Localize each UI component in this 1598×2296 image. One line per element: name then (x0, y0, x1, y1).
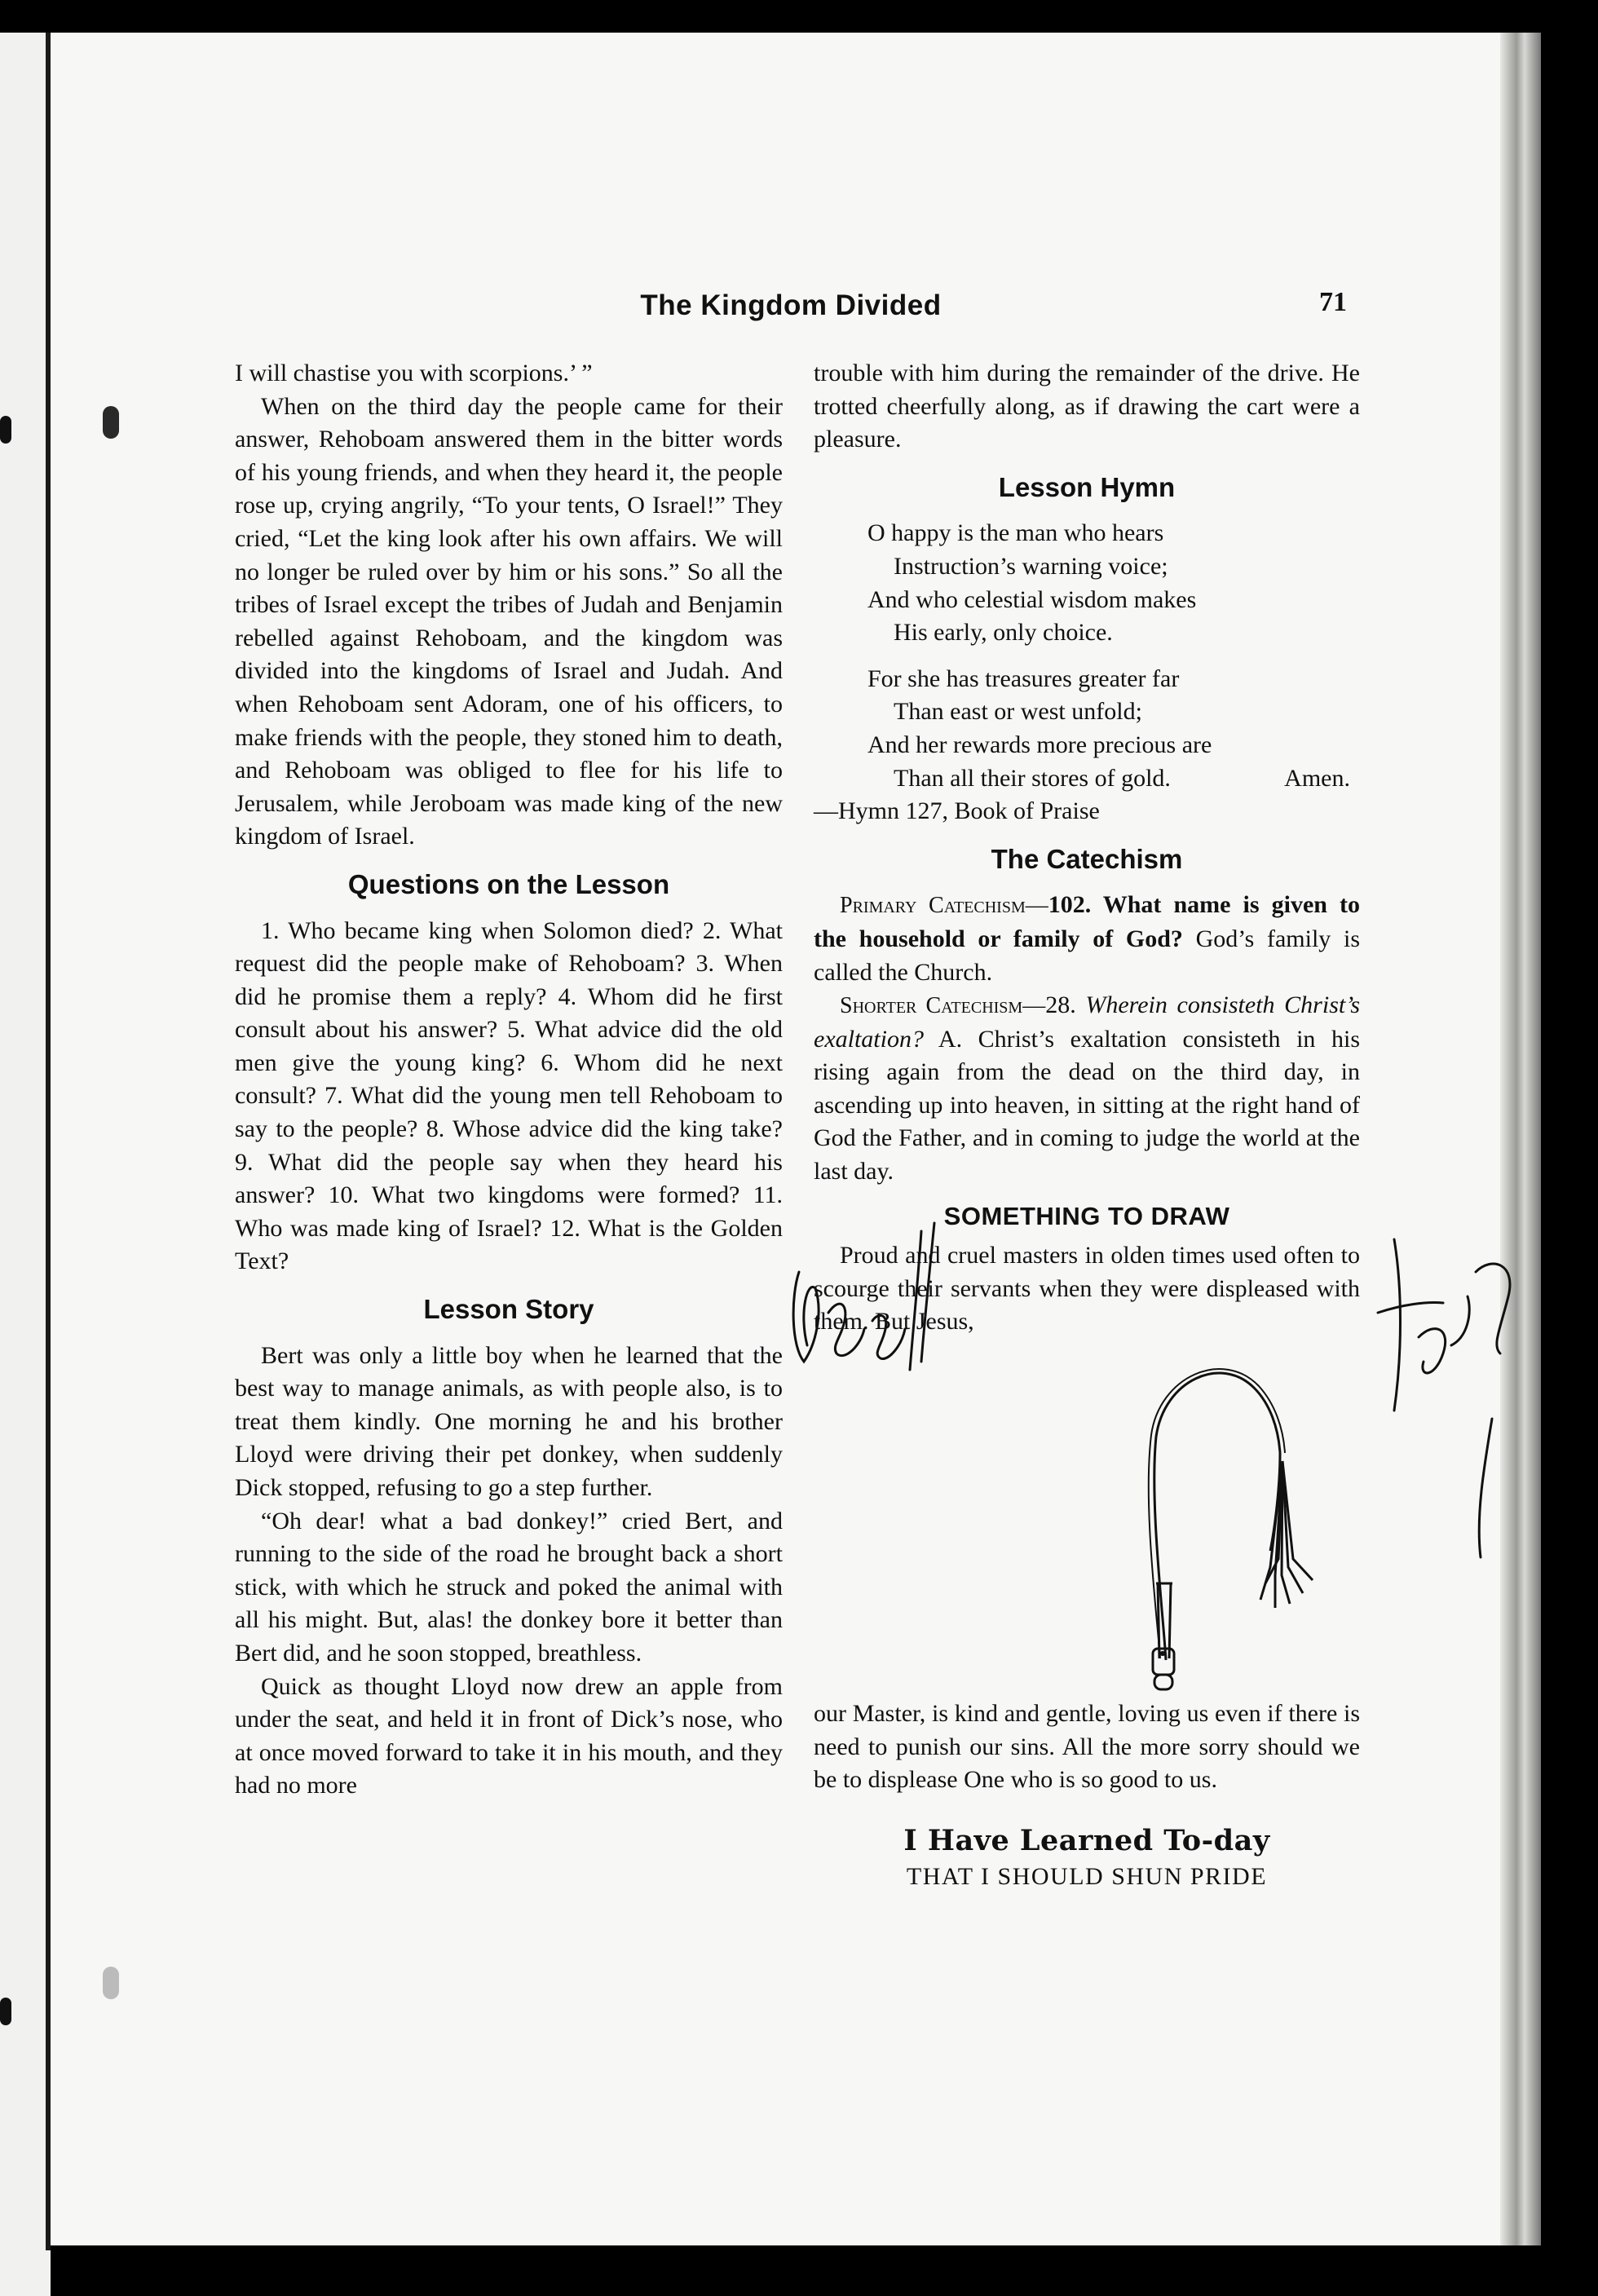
whip-illustration (814, 1339, 1360, 1698)
handwritten-mark-right (1370, 1223, 1533, 1565)
something-to-draw-heading: SOMETHING TO DRAW (943, 1201, 1230, 1230)
hymn-line: And who celestial wisdom makes (867, 585, 1197, 613)
right-column (814, 357, 1360, 1894)
page-title: The Kingdom Divided (640, 289, 942, 321)
draw-text: our Master, is kind and gentle, loving us even if there is need to punish our sins. All the more sorry should we be to displease One who is so good to us. (814, 1700, 1360, 1794)
hymn-line: Instruction’s warning voice; (894, 552, 1168, 580)
questions-heading: Questions on the Lesson (347, 868, 670, 899)
lesson-story-heading: Lesson Story (423, 1294, 594, 1325)
handwritten-mark-left (783, 1215, 978, 1386)
shorter-catechism-label: Shorter Catechism— (840, 993, 1046, 1019)
punch-hole-mark (103, 406, 119, 439)
story-continuation: trouble with him during the remainder of the drive. He trotted cheerfully along, as if drawing the cart were a pleasure. (814, 360, 1360, 453)
page-number: 71 (1319, 287, 1347, 317)
binding-hole (0, 416, 11, 444)
hymn-source: —Hymn 127, Book of Praise (814, 797, 1100, 825)
story-paragraph: When on the third day the people came for their answer, Rehoboam answered them in the bitter words of his young friends, and when they heard it, the people rose up, crying angrily, “To your tents, O Israel!” They cried, “Let the king look after his own affairs. We will no longer be ruled over by him or his sons.” So all the tribes of Israel except the tribes of Judah and Benjamin rebelled against Rehoboam, and the kingdom was divided into the kingdoms of Israel and Judah. And when Rehoboam sent Adoram, one of his officers, to make friends with the people, they stoned him to death, and Rehoboam was obliged to flee for his life to Jerusalem, while Jeroboam was made king of the new kingdom of Israel. (235, 392, 783, 850)
primary-catechism-question: 102. What name is given to the household or family of God? (814, 891, 1360, 952)
left-column (235, 357, 783, 1803)
lesson-story-paragraph: Quick as thought Lloyd now drew an apple from under the seat, and held it in front of Dick’s nose, who at once moved forward to take it in his mouth, and they had no more (235, 1672, 783, 1799)
hymn-amen: Amen. (1284, 764, 1350, 792)
primary-catechism-label: Primary Catechism— (840, 893, 1048, 919)
learned-text: THAT I SHOULD SHUN PRIDE (906, 1863, 1268, 1891)
shorter-catechism (814, 989, 1360, 1189)
hymn-line: For she has treasures greater far (867, 665, 1180, 692)
catechism-heading: The Catechism (991, 843, 1183, 874)
draw-text: Proud and cruel masters in olden times used often to scourge their servants when they were displeased with them. But Jesus, (814, 1242, 1360, 1336)
facing-page-edge (0, 33, 51, 2296)
hymn-line: O happy is the man who hears (867, 519, 1164, 547)
lesson-story-paragraph: “Oh dear! what a bad donkey!” cried Bert, and running to the side of the road he brought back a short stick, with which he struck and poked the animal with all his might. But, alas! the donkey bore it better than Bert did, and he soon stopped, breathless. (235, 1507, 783, 1667)
primary-catechism-answer: God’s family is called the Church. (814, 925, 1360, 986)
primary-catechism (814, 889, 1360, 989)
shorter-catechism-number: 28. (1045, 991, 1086, 1019)
hymn-verses (814, 517, 1360, 795)
shorter-catechism-question: Wherein consisteth Christ’s exaltation? (814, 991, 1361, 1053)
whip-icon (814, 1339, 1360, 1698)
questions-text: 1. Who became king when Solomon died? 2. What request did the people make of Rehoboam? 3. When did he promise them a reply? 4. Whom did he first consult about his answer? 5. What advice did the old men give the young king? 6. Whom did he next consult? 7. What did the young men tell Rehoboam to say to the people? 8. Whose advice did the king take? 9. What did the people say when they heard his answer? 10. What two kingdoms were formed? 11. Who was made king of Israel? 12. What is the Golden Text? (235, 916, 783, 1275)
hymn-line: Than east or west unfold; (894, 698, 1142, 726)
hymn-line: And her rewards more precious are (867, 731, 1212, 758)
hymn-line: Than all their stores of gold. (894, 764, 1171, 792)
lesson-story-paragraph: Bert was only a little boy when he learned that the best way to manage animals, as with people also, is to treat them kindly. One morning he and his brother Lloyd were driving their pet donkey, when suddenly Dick stopped, refusing to go a step further. (235, 1341, 783, 1501)
hymn-last-line (867, 762, 1350, 796)
page-edge-shadow (1500, 33, 1541, 2245)
shorter-catechism-answer: A. Christ’s exaltation consisteth in his rising again from the dead on the third day, in ascending up into heaven, in sitting at the right hand of God the Father, and in coming to judge the world at the last day. (814, 1025, 1360, 1186)
opening-line: I will chastise you with scorpions.’ ” (235, 360, 593, 386)
punch-hole-mark (103, 1967, 119, 1999)
hymn-heading: Lesson Hymn (998, 471, 1176, 502)
learned-heading: I Have Learned To-day (903, 1823, 1270, 1857)
binding-hole (0, 1998, 11, 2025)
hymn-line: His early, only choice. (894, 619, 1113, 647)
